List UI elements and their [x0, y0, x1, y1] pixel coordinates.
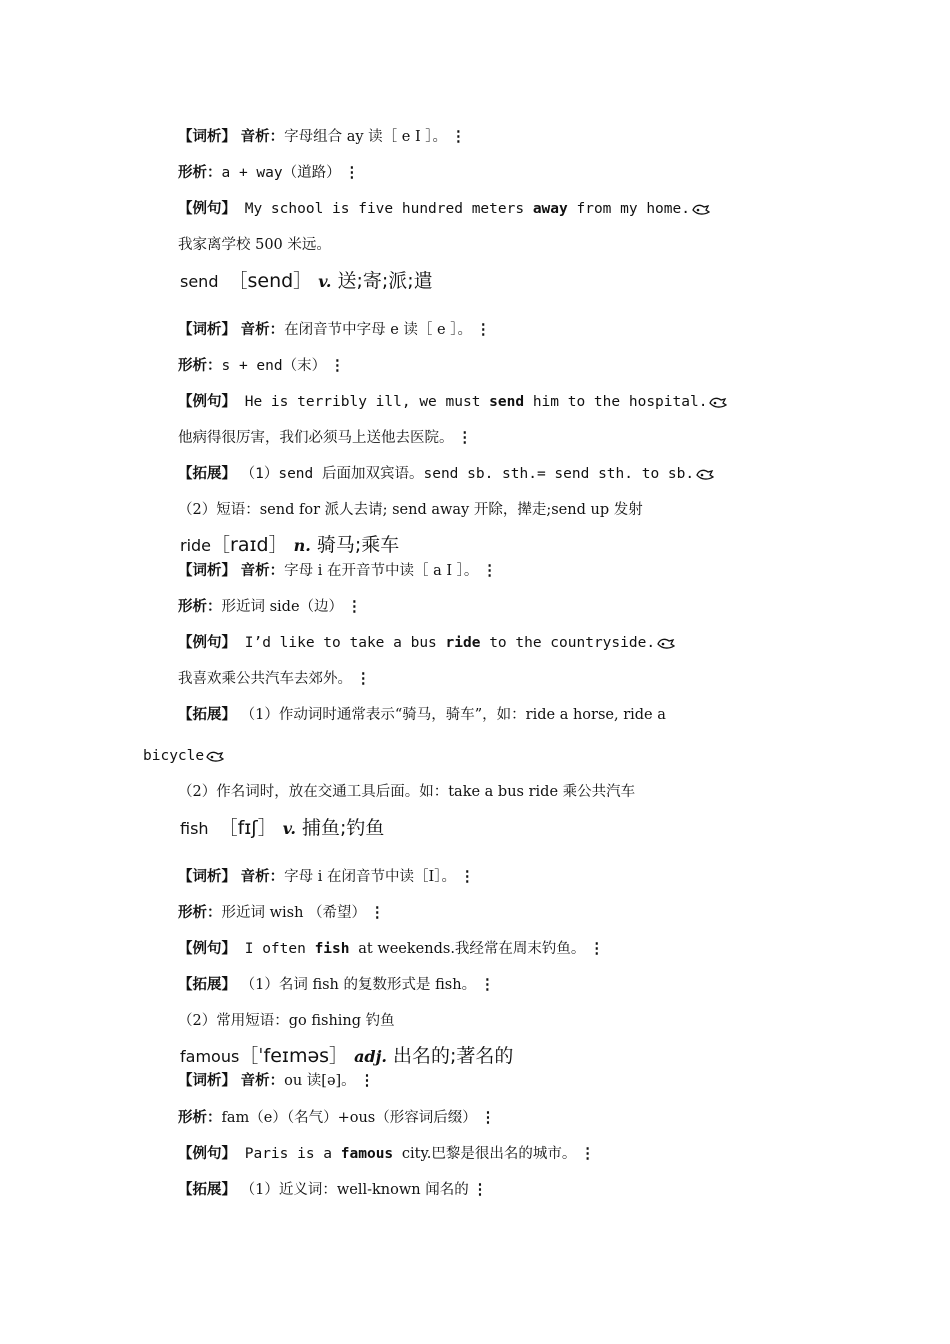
fish-headword-line	[180, 815, 384, 842]
send-headword-line	[180, 268, 433, 295]
liju-label: 【例句】	[178, 635, 236, 651]
ellipsis-mark: ⋮	[580, 1146, 595, 1162]
ride-extension-1-continued	[143, 746, 224, 766]
send-pos: v.	[318, 272, 332, 291]
send-form: s + end（末）	[221, 358, 327, 374]
fish-phonetics: 字母 i 在闭音节中读［I］。	[284, 869, 456, 885]
send-extension-1	[178, 464, 714, 484]
ride-headword: ride	[180, 536, 212, 555]
ride-example-translation-line	[178, 669, 371, 689]
fish-meaning: 捕鱼;钓鱼	[301, 817, 385, 839]
tuozhan-label: 【拓展】	[178, 977, 236, 993]
ride-extension-2: （2）作名词时，放在交通工具后面。如：take a bus ride 乘公共汽车	[178, 784, 636, 800]
send-example-keyword: send	[489, 394, 525, 410]
ellipsis-mark: ⋮	[459, 868, 475, 885]
famous-meaning: 出名的;著名的	[392, 1045, 514, 1067]
ride-headword-line	[180, 532, 399, 559]
ellipsis-mark: ⋮	[457, 429, 472, 446]
ride-example-translation: 我喜欢乘公共汽车去郊外。	[178, 671, 352, 687]
fish-example-after: at weekends.我经常在周末钓鱼。	[358, 941, 586, 957]
send-extension-1-text: （1）send 后面加双宾语。send sb. sth.= send sth. to sb.	[240, 466, 695, 482]
away-example-keyword: away	[532, 201, 568, 217]
away-form: a + way（道路）	[221, 165, 341, 181]
away-form-line	[178, 163, 359, 183]
away-example-after: from my home.	[576, 201, 690, 217]
send-meaning: 送;寄;派;遣	[337, 270, 433, 292]
send-form-line	[178, 356, 345, 376]
ellipsis-mark: ⋮	[480, 976, 495, 993]
ellipsis-mark: ⋮	[482, 562, 497, 579]
fish-headword: fish	[180, 819, 209, 838]
ride-extension-1	[178, 705, 666, 725]
liju-label: 【例句】	[178, 201, 236, 217]
famous-ipa: ［ˈfeɪməs］	[239, 1045, 349, 1067]
famous-example-line	[178, 1144, 595, 1164]
ride-meaning: 骑马;乘车	[316, 534, 400, 556]
fish-pos: v.	[282, 819, 296, 838]
fish-extension-2: （2）常用短语：go fishing 钓鱼	[178, 1013, 395, 1029]
send-example-translation-line	[178, 428, 472, 448]
cixi-label: 【词析】	[178, 322, 236, 338]
yinxi-label: 音析：	[240, 563, 285, 579]
famous-example-after: city.巴黎是很出名的城市。	[401, 1146, 577, 1162]
xingxi-label: 形析：	[178, 358, 222, 374]
famous-extension-1	[178, 1180, 487, 1200]
ride-form-line	[178, 597, 362, 617]
liju-label: 【例句】	[178, 941, 236, 957]
fish-phonetics-line	[178, 867, 474, 887]
xingxi-label: 形析：	[178, 599, 222, 615]
yinxi-label: 音析：	[240, 129, 285, 145]
famous-example-before: Paris is a	[244, 1146, 333, 1162]
yinxi-label: 音析：	[240, 1073, 285, 1089]
sound-mark-icon	[206, 750, 224, 762]
away-phonetics: 字母组合 ay 读［ e I ］。	[284, 129, 448, 145]
sound-mark-icon	[692, 203, 710, 215]
ride-extension-1-tail: bicycle	[143, 748, 205, 764]
send-example-translation: 他病得很厉害，我们必须马上送他去医院。	[178, 430, 454, 446]
send-extension-2: （2）短语：send for 派人去请; send away 开除，撵走;send up 发射	[178, 502, 643, 518]
yinxi-label: 音析：	[240, 869, 285, 885]
ride-pos: n.	[293, 536, 311, 555]
famous-pos: adj.	[354, 1047, 387, 1066]
fish-extension-1	[178, 975, 495, 995]
away-example-before: My school is five hundred meters	[244, 201, 525, 217]
away-example-line	[178, 199, 710, 219]
cixi-label: 【词析】	[178, 563, 236, 579]
away-phonetics-line	[178, 127, 466, 147]
cixi-label: 【词析】	[178, 129, 236, 145]
famous-phonetics: ou 读[ə]。	[284, 1073, 356, 1089]
ellipsis-mark: ⋮	[347, 598, 362, 615]
famous-headword: famous	[180, 1047, 240, 1066]
xingxi-label: 形析：	[178, 1110, 222, 1126]
send-headword: send	[180, 272, 219, 291]
fish-form: 形近词 wish （希望）	[221, 905, 367, 921]
send-example-line	[178, 392, 727, 412]
fish-ipa: ［fɪʃ］	[218, 817, 277, 839]
ellipsis-mark: ⋮	[359, 1072, 375, 1089]
liju-label: 【例句】	[178, 1146, 236, 1162]
famous-form-line	[178, 1108, 495, 1128]
ride-phonetics: 字母 i 在开音节中读［ a I ］。	[284, 563, 479, 579]
cixi-label: 【词析】	[178, 869, 236, 885]
xingxi-label: 形析：	[178, 905, 222, 921]
sound-mark-icon	[696, 468, 714, 480]
send-example-before: He is terribly ill, we must	[244, 394, 481, 410]
ride-ipa: ［raɪd］	[211, 534, 288, 556]
cixi-label: 【词析】	[178, 1073, 236, 1089]
send-phonetics: 在闭音节中字母 e 读［ e ］。	[284, 322, 472, 338]
famous-phonetics-line	[178, 1071, 374, 1091]
ellipsis-mark: ⋮	[330, 357, 345, 374]
xingxi-label: 形析：	[178, 165, 222, 181]
ride-example-line	[178, 633, 675, 653]
ellipsis-mark: ⋮	[480, 1109, 496, 1126]
famous-extension-1-text: （1）近义词：well-known 闻名的	[240, 1182, 469, 1198]
ellipsis-mark: ⋮	[472, 1181, 488, 1198]
ride-phonetics-line	[178, 561, 497, 581]
tuozhan-label: 【拓展】	[178, 707, 236, 723]
ellipsis-mark: ⋮	[344, 164, 360, 181]
famous-example-keyword: famous	[340, 1146, 394, 1162]
fish-example-keyword: fish	[314, 941, 350, 957]
ellipsis-mark: ⋮	[451, 128, 466, 145]
ride-extension-1-text: （1）作动词时通常表示“骑马，骑车”，如：ride a horse, ride a	[240, 707, 666, 723]
ellipsis-mark: ⋮	[370, 904, 385, 921]
sound-mark-icon	[657, 637, 675, 649]
fish-example-before: I often	[244, 941, 306, 957]
ride-form: 形近词 side（边）	[221, 599, 344, 615]
fish-form-line	[178, 903, 385, 923]
tuozhan-label: 【拓展】	[178, 466, 236, 482]
fish-extension-1-text: （1）名词 fish 的复数形式是 fish。	[240, 977, 477, 993]
ride-example-before: I’d like to take a bus	[244, 635, 437, 651]
ride-example-after: to the countryside.	[489, 635, 656, 651]
ellipsis-mark: ⋮	[589, 941, 604, 957]
ellipsis-mark: ⋮	[475, 321, 491, 338]
famous-form: fam（e）（名气）+ous（形容词后缀）	[221, 1110, 477, 1126]
fish-example-line	[178, 939, 604, 959]
sound-mark-icon	[709, 396, 727, 408]
famous-headword-line	[180, 1043, 513, 1070]
send-phonetics-line	[178, 320, 490, 340]
liju-label: 【例句】	[178, 394, 236, 410]
ride-example-keyword: ride	[445, 635, 481, 651]
tuozhan-label: 【拓展】	[178, 1182, 236, 1198]
yinxi-label: 音析：	[240, 322, 285, 338]
send-ipa: ［send］	[228, 270, 313, 292]
ellipsis-mark: ⋮	[356, 670, 371, 687]
away-example-translation: 我家离学校 500 米远。	[178, 237, 331, 253]
send-example-after: him to the hospital.	[532, 394, 708, 410]
